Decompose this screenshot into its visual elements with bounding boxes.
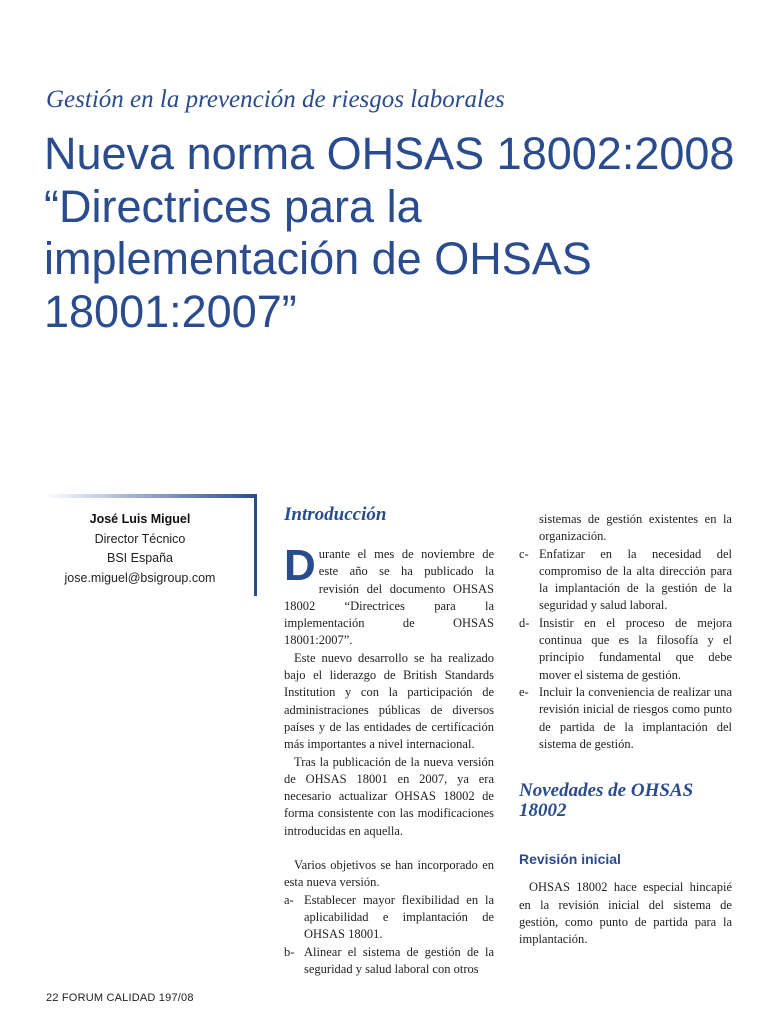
intro-paragraph-2: Este nuevo desarrollo se ha realizado bajo el liderazgo de British Standards Institution y con la participación de administraciones públicas de diversos países y de las entidades de certificación más importantes a nivel internacional.: [284, 650, 494, 752]
page-footer: 22 FORUM CALIDAD 197/08: [46, 992, 194, 1004]
list-item: e- Incluir la conveniencia de realizar una revisión inicial de riesgos como punto de partida de la implantación del sistema de gestión.: [519, 684, 732, 751]
article-title: Nueva norma OHSAS 18002:2008 “Directrices para la implementación de OHSAS 18001:2007”: [44, 128, 735, 337]
revision-paragraph: OHSAS 18002 hace especial hincapié en la revisión inicial del sistema de gestión, como punto de partida para la implantación.: [519, 880, 732, 947]
drop-cap: D: [284, 541, 316, 590]
author-role: Director Técnico: [94, 531, 186, 546]
column-intro: [284, 505, 494, 978]
author-name: José Luis Miguel: [89, 512, 191, 526]
author-block: [50, 510, 230, 588]
list-item-continued: sistemas de gestión existentes en la organización.: [539, 512, 732, 544]
intro-paragraph-3: Tras la publicación de la nueva versión de OHSAS 18001 en 2007, ya era necesario actualizar OHSAS 18002 de forma consistente con las modificaciones introducidas en aquella.: [284, 754, 494, 838]
author-company: BSI España: [106, 551, 173, 565]
column-right: [519, 511, 732, 949]
novedades-heading: Novedades de OHSAS 18002: [519, 780, 694, 822]
author-box-top-rule: [44, 494, 257, 498]
section-kicker: Gestión en la prevención de riesgos laborales: [46, 86, 505, 113]
list-item: c- Enfatizar en la necesidad del compromiso de la alta dirección para la implantación de la gestión de la seguridad y salud laboral.: [519, 546, 732, 613]
intro-paragraph-1: Durante el mes de noviembre de este año se ha publicado la revisión del documento OHSAS 18002 “Directrices para la implementación de OHSAS 18001:2007”.: [284, 541, 494, 648]
intro-paragraph-4: Varios objetivos se han incorporado en esta nueva versión.: [284, 858, 494, 890]
intro-heading: Introducción: [284, 504, 387, 525]
revision-subheading: Revisión inicial: [519, 851, 621, 868]
author-email[interactable]: jose.miguel@bsigroup.com: [64, 570, 216, 585]
list-item: b- Alinear el sistema de gestión de la seguridad y salud laboral con otros: [284, 944, 494, 976]
author-box-side-rule: [254, 494, 257, 596]
list-item: d- Insistir en el proceso de mejora continua que es la filosofía y el principio fundamental que debe mover el sistema de gestión.: [519, 615, 732, 682]
list-item: a- Establecer mayor flexibilidad en la aplicabilidad e implantación de OHSAS 18001.: [284, 892, 494, 942]
